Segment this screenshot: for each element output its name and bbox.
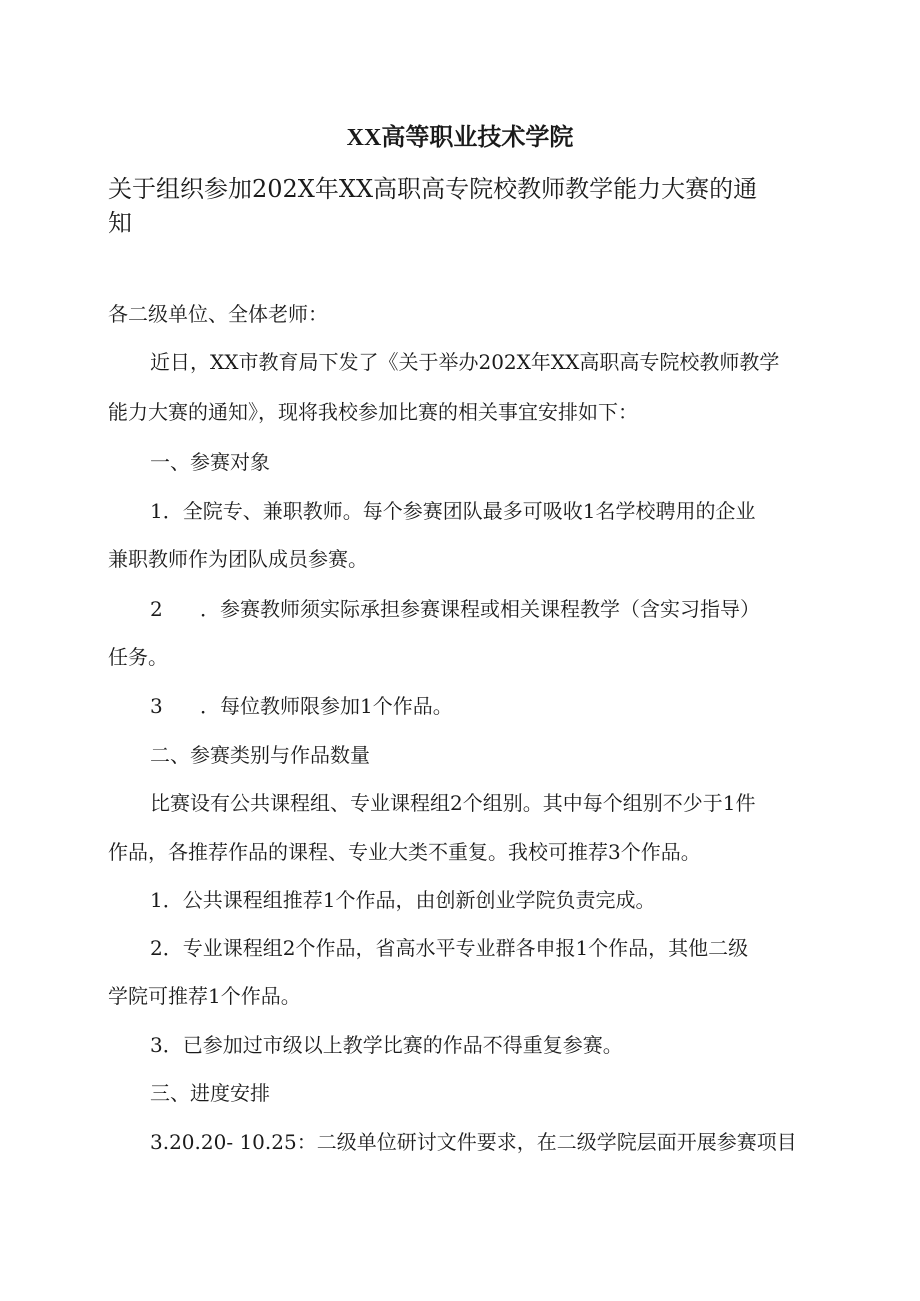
intro-line-1: 近日，XX市教育局下发了《关于举办202X年XX高职高专院校教师教学: [150, 350, 780, 374]
s2-para-line-2: 作品，各推荐作品的课程、专业大类不重复。我校可推荐3个作品。: [108, 840, 701, 864]
s1-item-2-line-1: [150, 595, 760, 623]
section-heading-2: 二、参赛类别与作品数量: [150, 743, 370, 767]
notice-title: [108, 172, 808, 240]
s1-item-2-text: ．参赛教师须实际承担参赛课程或相关课程教学（含实习指导）: [200, 597, 760, 621]
s1-item-3-number: 3: [150, 694, 163, 718]
s1-item-3-line: [150, 692, 453, 720]
s1-item-1-line-2: 兼职教师作为团队成员参赛。: [108, 547, 368, 571]
notice-title-line-2: 知: [108, 209, 132, 237]
intro-line-2: 能力大赛的通知》，现将我校参加比赛的相关事宜安排如下：: [108, 400, 638, 424]
salutation: 各二级单位、全体老师：: [108, 302, 328, 326]
s1-item-2-line-2: 任务。: [108, 645, 168, 669]
s1-item-3-text: ．每位教师限参加1个作品。: [200, 694, 453, 718]
document-title: XX高等职业技术学院: [346, 125, 574, 151]
s2-item-3: 3．已参加过市级以上教学比赛的作品不得重复参赛。: [150, 1033, 623, 1057]
s2-para-line-1: 比赛设有公共课程组、专业课程组2个组别。其中每个组别不少于1件: [150, 791, 756, 815]
section-heading-3: 三、进度安排: [150, 1081, 270, 1105]
s3-item-1: 3.20.20- 10.25：二级单位研讨文件要求，在二级学院层面开展参赛项目: [150, 1130, 797, 1154]
s2-item-2-line-1: 2．专业课程组2个作品，省高水平专业群各申报1个作品，其他二级: [150, 936, 749, 960]
s2-item-1: 1．公共课程组推荐1个作品，由创新创业学院负责完成。: [150, 888, 656, 912]
section-heading-1: 一、参赛对象: [150, 450, 270, 474]
notice-title-line-1: 关于组织参加202X年XX高职高专院校教师教学能力大赛的通: [108, 175, 758, 203]
s2-item-2-line-2: 学院可推荐1个作品。: [108, 984, 301, 1008]
s1-item-1-line-1: 1．全院专、兼职教师。每个参赛团队最多可吸收1名学校聘用的企业: [150, 499, 756, 523]
s1-item-2-number: 2: [150, 597, 163, 621]
